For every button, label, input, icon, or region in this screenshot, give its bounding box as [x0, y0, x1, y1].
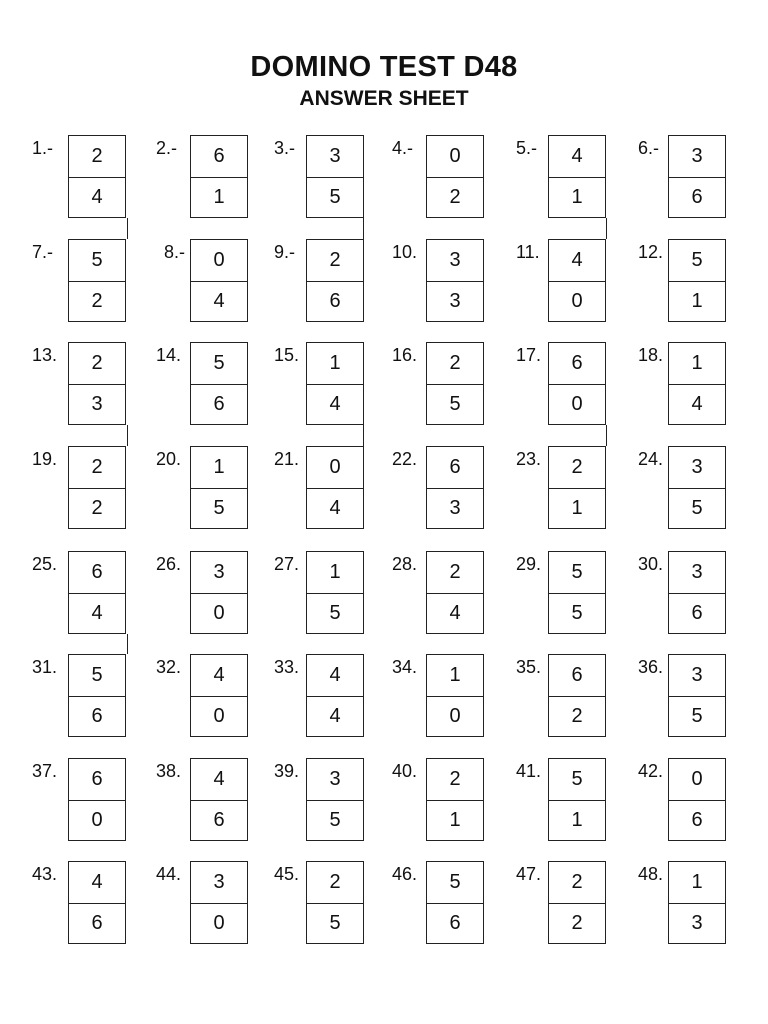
domino-top-value: 2	[427, 343, 483, 385]
question-number: 38.	[156, 761, 182, 781]
question-number: 39.	[274, 761, 300, 781]
domino-bottom-value: 5	[213, 497, 225, 519]
question-number: 37.	[32, 761, 58, 781]
domino-bottom-value: 4	[91, 186, 103, 208]
domino-bottom-value: 6	[329, 290, 341, 312]
domino-tile	[426, 135, 484, 218]
question-number: 21.	[274, 449, 300, 469]
domino-tile	[426, 654, 484, 737]
domino-top-value: 1	[191, 447, 247, 489]
domino-top-value: 3	[307, 136, 363, 178]
question-number: 32.	[156, 657, 182, 677]
domino-bottom-value: 5	[329, 602, 341, 624]
domino-bottom-value: 1	[449, 809, 461, 831]
domino-bottom-value: 6	[213, 393, 225, 415]
domino-top-value: 5	[69, 240, 125, 282]
domino-bottom-value: 4	[213, 290, 225, 312]
domino-tile	[668, 551, 726, 634]
domino-bottom-value: 1	[213, 186, 225, 208]
question-number: 46.	[392, 864, 418, 884]
question-number: 31.	[32, 657, 58, 677]
domino-bottom-value: 6	[691, 602, 703, 624]
question-number: 25.	[32, 554, 58, 574]
domino-top-value: 4	[191, 759, 247, 801]
question-number: 20.	[156, 449, 182, 469]
domino-tile	[548, 135, 606, 218]
connector-line	[363, 218, 364, 239]
domino-top-value: 4	[191, 655, 247, 697]
domino-top-value: 3	[191, 552, 247, 594]
question-number: 16.	[392, 345, 418, 365]
domino-bottom-value: 6	[91, 912, 103, 934]
question-number: 18.	[638, 345, 664, 365]
connector-line	[363, 425, 364, 446]
question-number: 43.	[32, 864, 58, 884]
domino-top-value: 5	[191, 343, 247, 385]
domino-top-value: 5	[549, 552, 605, 594]
domino-bottom-value: 4	[329, 393, 341, 415]
domino-tile	[426, 239, 484, 322]
domino-bottom-value: 4	[329, 705, 341, 727]
question-number: 2.-	[156, 138, 178, 158]
domino-tile	[426, 758, 484, 841]
question-number: 15.	[274, 345, 300, 365]
domino-tile	[548, 551, 606, 634]
domino-tile	[190, 446, 248, 529]
domino-bottom-value: 2	[571, 912, 583, 934]
domino-bottom-value: 3	[691, 912, 703, 934]
question-number: 19.	[32, 449, 58, 469]
domino-tile	[426, 551, 484, 634]
domino-tile	[668, 654, 726, 737]
domino-top-value: 1	[307, 552, 363, 594]
domino-bottom-value: 6	[449, 912, 461, 934]
domino-top-value: 2	[69, 136, 125, 178]
question-number: 35.	[516, 657, 542, 677]
domino-top-value: 3	[669, 136, 725, 178]
domino-tile	[190, 551, 248, 634]
question-number: 40.	[392, 761, 418, 781]
domino-top-value: 2	[69, 343, 125, 385]
domino-top-value: 2	[427, 552, 483, 594]
question-number: 33.	[274, 657, 300, 677]
question-number: 47.	[516, 864, 542, 884]
domino-top-value: 3	[669, 655, 725, 697]
domino-tile	[548, 654, 606, 737]
domino-top-value: 3	[307, 759, 363, 801]
question-number: 28.	[392, 554, 418, 574]
domino-tile	[548, 861, 606, 944]
domino-top-value: 3	[669, 552, 725, 594]
question-number: 30.	[638, 554, 664, 574]
domino-bottom-value: 3	[449, 290, 461, 312]
domino-bottom-value: 5	[329, 912, 341, 934]
domino-tile	[190, 758, 248, 841]
domino-bottom-value: 5	[691, 497, 703, 519]
domino-bottom-value: 4	[329, 497, 341, 519]
domino-top-value: 2	[549, 862, 605, 904]
domino-top-value: 0	[669, 759, 725, 801]
domino-top-value: 2	[307, 862, 363, 904]
question-number: 11.	[516, 242, 540, 262]
domino-tile	[306, 551, 364, 634]
question-number: 34.	[392, 657, 418, 677]
domino-tile	[190, 135, 248, 218]
question-number: 3.-	[274, 138, 296, 158]
domino-top-value: 4	[307, 655, 363, 697]
question-number: 48.	[638, 864, 664, 884]
question-number: 23.	[516, 449, 542, 469]
domino-tile	[306, 135, 364, 218]
domino-bottom-value: 6	[91, 705, 103, 727]
domino-top-value: 3	[191, 862, 247, 904]
question-number: 5.-	[516, 138, 538, 158]
domino-tile	[668, 135, 726, 218]
domino-top-value: 3	[669, 447, 725, 489]
domino-top-value: 6	[69, 552, 125, 594]
connector-line	[606, 425, 607, 446]
domino-bottom-value: 0	[213, 705, 225, 727]
question-number: 24.	[638, 449, 664, 469]
domino-bottom-value: 0	[571, 290, 583, 312]
domino-top-value: 2	[307, 240, 363, 282]
question-number: 22.	[392, 449, 418, 469]
question-number: 29.	[516, 554, 542, 574]
domino-bottom-value: 6	[691, 809, 703, 831]
domino-tile	[190, 239, 248, 322]
domino-tile	[548, 342, 606, 425]
connector-line	[127, 634, 128, 654]
domino-bottom-value: 5	[449, 393, 461, 415]
domino-top-value: 0	[191, 240, 247, 282]
domino-tile	[426, 446, 484, 529]
domino-bottom-value: 0	[449, 705, 461, 727]
domino-bottom-value: 4	[449, 602, 461, 624]
domino-tile	[306, 758, 364, 841]
domino-tile	[306, 239, 364, 322]
domino-top-value: 1	[669, 343, 725, 385]
domino-tile	[190, 861, 248, 944]
domino-tile	[68, 758, 126, 841]
domino-top-value: 2	[427, 759, 483, 801]
domino-top-value: 6	[427, 447, 483, 489]
domino-tile	[306, 861, 364, 944]
domino-tile	[668, 861, 726, 944]
question-number: 36.	[638, 657, 664, 677]
domino-tile	[668, 758, 726, 841]
domino-tile	[68, 342, 126, 425]
domino-tile	[668, 446, 726, 529]
domino-bottom-value: 0	[213, 912, 225, 934]
domino-tile	[306, 342, 364, 425]
domino-top-value: 5	[549, 759, 605, 801]
domino-top-value: 0	[307, 447, 363, 489]
question-number: 1.-	[32, 138, 54, 158]
question-number: 42.	[638, 761, 664, 781]
domino-tile	[426, 342, 484, 425]
domino-bottom-value: 6	[213, 809, 225, 831]
connector-line	[127, 218, 128, 239]
question-number: 9.-	[274, 242, 296, 262]
domino-tile	[668, 239, 726, 322]
domino-tile	[190, 342, 248, 425]
domino-tile	[548, 758, 606, 841]
domino-top-value: 5	[69, 655, 125, 697]
domino-bottom-value: 0	[571, 393, 583, 415]
page-subtitle: ANSWER SHEET	[299, 87, 469, 110]
domino-bottom-value: 1	[571, 809, 583, 831]
domino-top-value: 6	[69, 759, 125, 801]
domino-top-value: 0	[427, 136, 483, 178]
domino-top-value: 6	[549, 655, 605, 697]
domino-bottom-value: 0	[213, 602, 225, 624]
question-number: 41.	[516, 761, 542, 781]
domino-bottom-value: 0	[91, 809, 103, 831]
domino-top-value: 6	[191, 136, 247, 178]
domino-tile	[68, 654, 126, 737]
page-title: DOMINO TEST D48	[250, 51, 518, 83]
domino-top-value: 5	[427, 862, 483, 904]
domino-tile	[306, 654, 364, 737]
domino-bottom-value: 4	[91, 602, 103, 624]
domino-tile	[306, 446, 364, 529]
domino-bottom-value: 1	[691, 290, 703, 312]
connector-line	[127, 425, 128, 446]
domino-bottom-value: 3	[449, 497, 461, 519]
domino-bottom-value: 5	[329, 809, 341, 831]
domino-tile	[68, 239, 126, 322]
question-number: 27.	[274, 554, 300, 574]
connector-line	[606, 218, 607, 239]
question-number: 7.-	[32, 242, 54, 262]
domino-bottom-value: 4	[691, 393, 703, 415]
domino-tile	[548, 239, 606, 322]
domino-bottom-value: 2	[571, 705, 583, 727]
domino-bottom-value: 2	[91, 497, 103, 519]
domino-tile	[68, 861, 126, 944]
domino-top-value: 6	[549, 343, 605, 385]
domino-tile	[68, 446, 126, 529]
question-number: 17.	[516, 345, 542, 365]
domino-bottom-value: 5	[691, 705, 703, 727]
domino-top-value: 1	[307, 343, 363, 385]
domino-top-value: 2	[549, 447, 605, 489]
question-number: 6.-	[638, 138, 660, 158]
domino-tile	[426, 861, 484, 944]
question-number: 10.	[392, 242, 418, 262]
question-number: 8.-	[164, 242, 186, 262]
domino-top-value: 1	[427, 655, 483, 697]
question-number: 4.-	[392, 138, 414, 158]
domino-tile	[190, 654, 248, 737]
question-number: 44.	[156, 864, 182, 884]
domino-top-value: 2	[69, 447, 125, 489]
question-number: 12.	[638, 242, 664, 262]
domino-bottom-value: 6	[691, 186, 703, 208]
domino-top-value: 3	[427, 240, 483, 282]
domino-bottom-value: 3	[91, 393, 103, 415]
domino-bottom-value: 2	[449, 186, 461, 208]
domino-bottom-value: 1	[571, 497, 583, 519]
domino-tile	[548, 446, 606, 529]
question-number: 26.	[156, 554, 182, 574]
domino-tile	[68, 551, 126, 634]
domino-bottom-value: 2	[91, 290, 103, 312]
question-number: 13.	[32, 345, 58, 365]
domino-bottom-value: 5	[329, 186, 341, 208]
question-number: 14.	[156, 345, 182, 365]
question-number: 45.	[274, 864, 300, 884]
domino-tile	[668, 342, 726, 425]
domino-top-value: 4	[69, 862, 125, 904]
domino-top-value: 1	[669, 862, 725, 904]
domino-tile	[68, 135, 126, 218]
domino-bottom-value: 5	[571, 602, 583, 624]
domino-top-value: 5	[669, 240, 725, 282]
domino-bottom-value: 1	[571, 186, 583, 208]
domino-top-value: 4	[549, 240, 605, 282]
domino-top-value: 4	[549, 136, 605, 178]
